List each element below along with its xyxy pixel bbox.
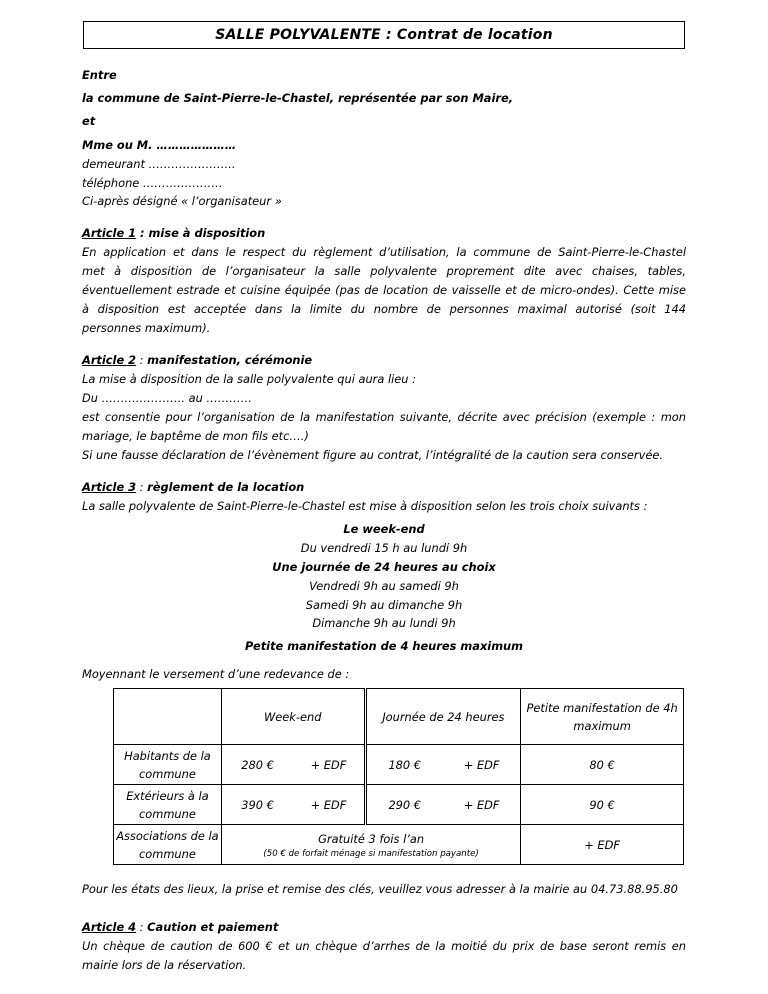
gratuite-note: (50 € de forfait ménage si manifestation payante)	[263, 848, 479, 859]
cell-journee-price: 180 €	[365, 745, 443, 785]
article1-title: : mise à disposition	[136, 226, 266, 240]
cell-journee-edf: + EDF	[443, 745, 521, 785]
choice-line: Dimanche 9h au lundi 9h	[312, 616, 456, 630]
cell-weekend-edf: + EDF	[293, 745, 365, 785]
article3-sep: :	[136, 480, 148, 494]
parties-designe: Ci-après désigné « l’organisateur »	[82, 194, 282, 208]
article1-line: met à disposition de l’organisateur la salle polyvalente proprement dite avec chaises, tables,	[82, 264, 686, 278]
choice-line: Petite manifestation de 4 heures maximum	[244, 639, 524, 653]
article1-number: Article 1	[82, 226, 137, 240]
cell-petite: + EDF	[521, 825, 684, 865]
header-petite: Petite manifestation de 4h maximum	[521, 689, 684, 745]
article3-title: règlement de la location	[147, 480, 305, 494]
table-row-associations	[114, 825, 684, 865]
cell-journee-price: 290 €	[365, 785, 443, 825]
article2-line: La mise à disposition de la salle polyvalente qui aura lieu :	[82, 372, 416, 386]
row-label: Extérieurs à la commune	[114, 785, 222, 825]
article1-line: à disposition est acceptée dans la limite du nombre de personnes maximal autorisé (soit 144	[82, 302, 686, 316]
document-title: SALLE POLYVALENTE : Contrat de location	[83, 21, 685, 49]
cell-gratuite	[221, 825, 520, 865]
fee-table	[113, 688, 684, 865]
parties-telephone: téléphone …………………	[82, 176, 223, 190]
article2-sep: :	[136, 353, 148, 367]
parties-et: et	[82, 114, 96, 128]
article2-heading	[82, 351, 312, 369]
redevance-text: Moyennant le versement d’une redevance de :	[82, 667, 350, 681]
header-empty-cell	[114, 689, 222, 745]
article1-heading	[82, 224, 265, 242]
article1-line: En application et dans le respect du règlement d’utilisation, la commune de Saint-Pierre-le-Chastel	[82, 245, 686, 259]
gratuite-text: Gratuité 3 fois l’an	[318, 831, 425, 846]
article2-number: Article 2	[82, 353, 137, 367]
article4-number: Article 4	[82, 920, 137, 934]
cell-weekend-price: 390 €	[221, 785, 293, 825]
article1-line: personnes maximum).	[82, 321, 211, 335]
article3-number: Article 3	[82, 480, 137, 494]
article4-line: Un chèque de caution de 600 € et un chèque d’arrhes de la moitié du prix de base seront remis en	[82, 939, 686, 953]
choice-line: Vendredi 9h au samedi 9h	[309, 579, 459, 593]
article2-line: Du …………………. au …………	[82, 391, 252, 405]
article2-line: Si une fausse déclaration de l’évènement figure au contrat, l’intégralité de la caution sera conservée.	[82, 448, 663, 462]
header-weekend: Week-end	[221, 689, 365, 745]
article4-sep: :	[136, 920, 148, 934]
article3-heading	[82, 478, 304, 496]
choice-line: Une journée de 24 heures au choix	[272, 560, 496, 574]
article1-line: éventuellement estrade et cuisine équipée (pas de location de vaisselle et de micro-ondes). Cette mise	[82, 283, 686, 297]
table-header-row	[114, 689, 684, 745]
article2-line: est consentie pour l’organisation de la manifestation suivante, décrite avec précision (exemple : mon	[82, 410, 686, 424]
article2-title: manifestation, cérémonie	[147, 353, 313, 367]
cell-petite: 80 €	[521, 745, 684, 785]
article3-intro: La salle polyvalente de Saint-Pierre-le-Chastel est mise à disposition selon les trois choix suivants :	[82, 499, 648, 513]
parties-entre: Entre	[82, 68, 117, 82]
article4-line: mairie lors de la réservation.	[82, 958, 247, 972]
etats-lieux-text: Pour les états des lieux, la prise et remise des clés, veuillez vous adresser à la mairie au 04.73.88.95.80	[82, 882, 678, 896]
parties-demeurant: demeurant …………………..	[82, 157, 236, 171]
choice-line: Samedi 9h au dimanche 9h	[305, 598, 463, 612]
choice-line: Du vendredi 15 h au lundi 9h	[300, 541, 468, 555]
parties-commune: la commune de Saint-Pierre-le-Chastel, représentée par son Maire,	[82, 91, 514, 105]
table-row	[114, 745, 684, 785]
cell-petite: 90 €	[521, 785, 684, 825]
cell-weekend-price: 280 €	[221, 745, 293, 785]
cell-journee-edf: + EDF	[443, 785, 521, 825]
article4-heading	[82, 918, 278, 936]
parties-mme-m: Mme ou M. …………………	[82, 138, 237, 152]
row-label: Habitants de la commune	[114, 745, 222, 785]
article2-line: mariage, le baptême de mon fils etc….)	[82, 429, 309, 443]
choice-line: Le week-end	[343, 522, 425, 536]
table-row	[114, 785, 684, 825]
article4-title: Caution et paiement	[147, 920, 279, 934]
row-label: Associations de la commune	[114, 825, 222, 865]
header-journee: Journée de 24 heures	[365, 689, 521, 745]
cell-weekend-edf: + EDF	[293, 785, 365, 825]
